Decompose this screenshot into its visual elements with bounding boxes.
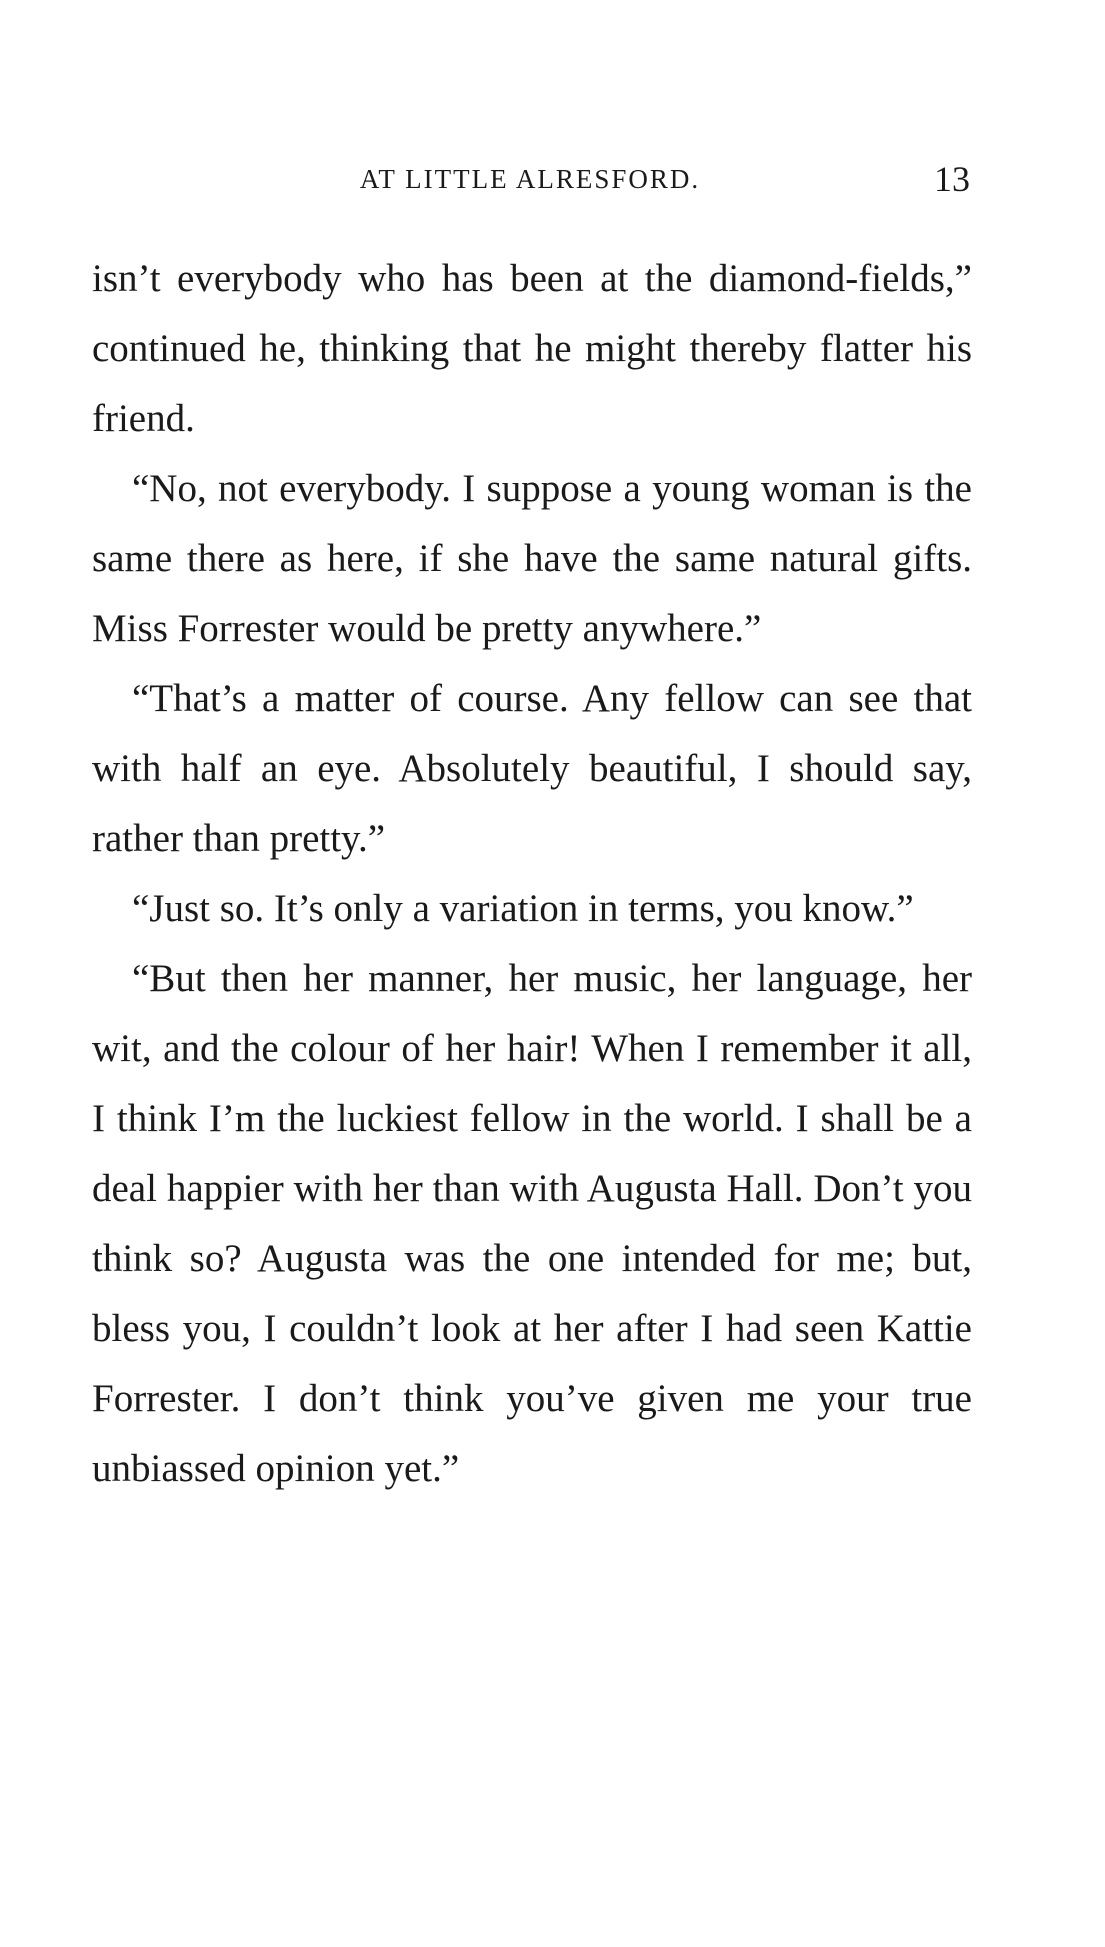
- page-number: 13: [934, 159, 970, 199]
- paragraph: “Just so. It’s only a variation in terms, you know.”: [132, 887, 914, 930]
- paragraph: “But then her manner, her music, her language, her wit, and the colour of her hair! When I remember it all, I think I’m the luckiest fellow in the world. I shall be a deal happier with her than with Augusta Hall. Don’t you think so? Augusta was the one intended for me; but, bless you, I couldn’t look at her after I had seen Kattie Forrester. I don’t think you’ve given me your true unbiassed opinion yet.”: [92, 957, 972, 1490]
- running-head: [90, 158, 970, 208]
- body-text: [92, 244, 972, 1504]
- running-title: AT LITTLE ALRESFORD.: [359, 164, 701, 194]
- paragraph: “No, not everybody. I suppose a young woman is the same there as here, if she have the same natural gifts. Miss Forrester would be pretty anywhere.”: [92, 467, 972, 650]
- paragraph: “That’s a matter of course. Any fellow can see that with half an eye. Absolutely beautiful, I should say, rather than pretty.”: [92, 677, 972, 860]
- paragraph-continued: isn’t everybody who has been at the diamond-fields,” continued he, thinking that he might thereby flatter his friend.: [92, 257, 972, 440]
